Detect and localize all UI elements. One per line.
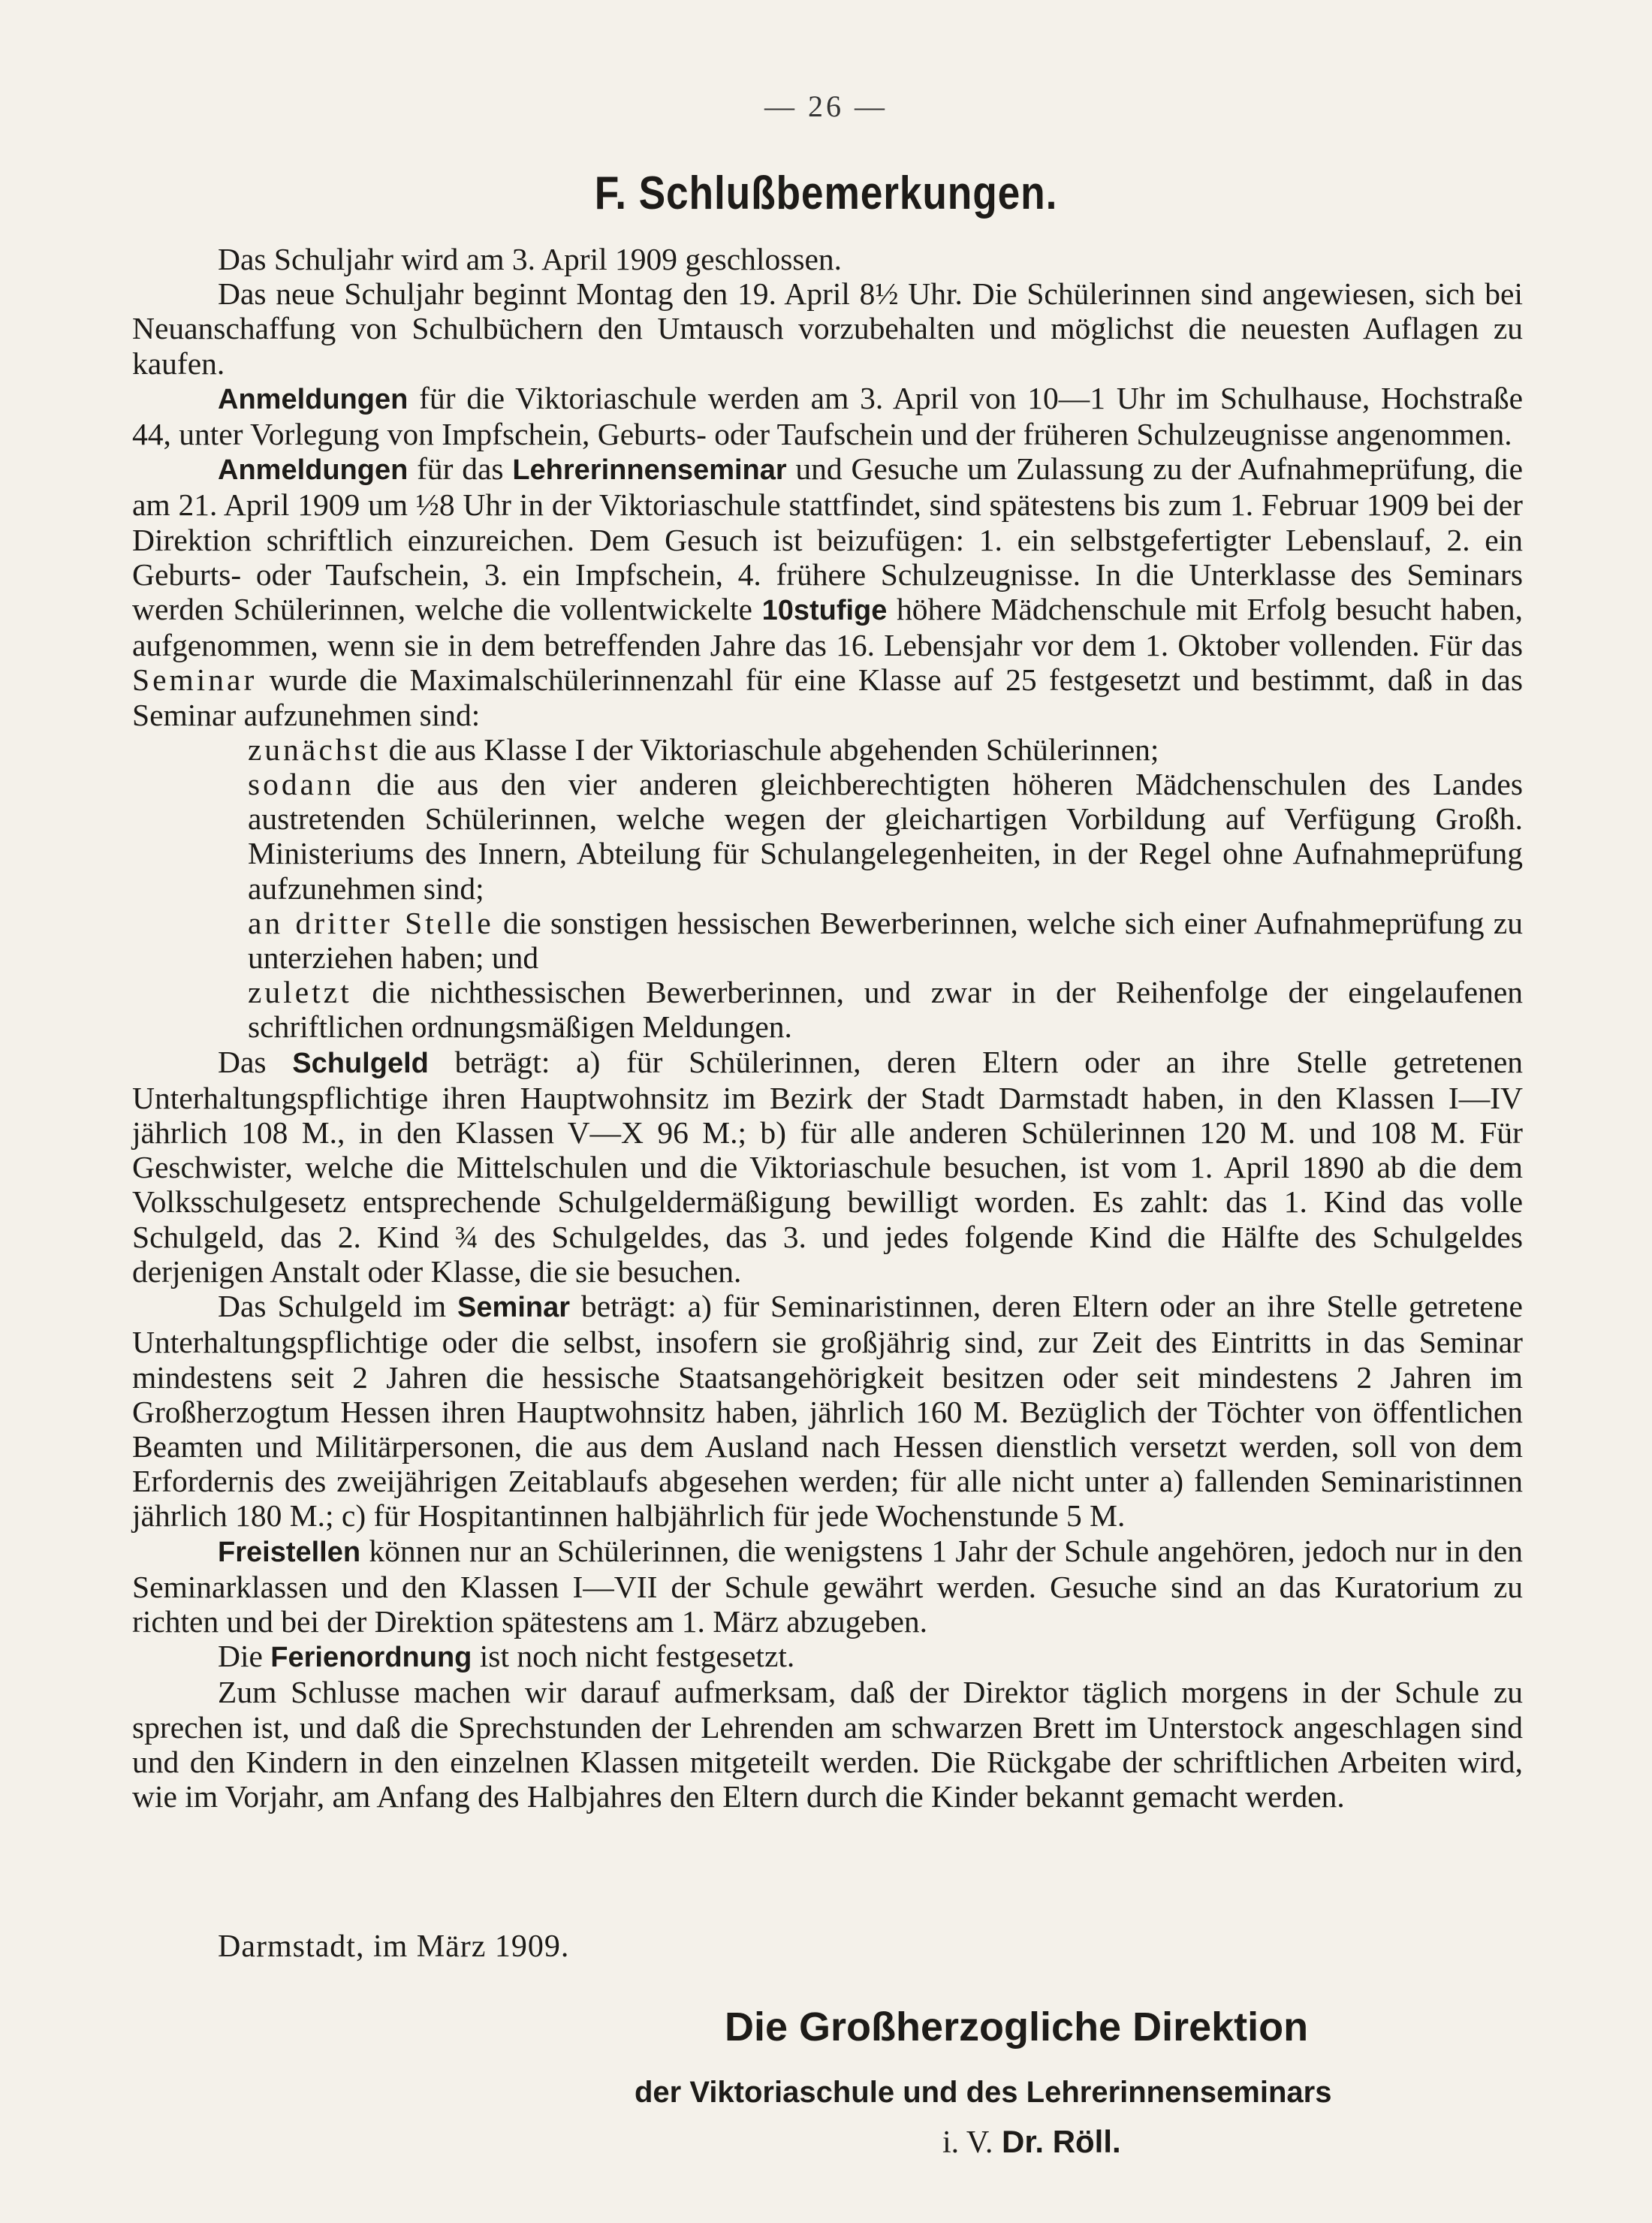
paragraph-text: beträgt: a) für Schülerinnen, deren Eltern oder an ihre Stelle getretenen Unterhaltungspflichtige ihren Hauptwohnsitz im Bezirk der Stadt Darmstadt haben, in den Klassen I—IV jährlich 108 M., in den Klassen V—X 96 M.; b) für alle anderen Schülerinnen 120 M. und 108 M. Für Geschwister, welche die Mittelschulen und die Viktoriaschule besuchen, ist vom 1. April 1890 ab die dem Volksschulgesetz entsprechende Schulgeldermäßigung bewilligt worden. Es zahlt: das 1. Kind das volle Schulgeld, das 2. Kind ¾ des Schulgeldes, das 3. und jedes folgende Kind die Hälfte des Schulgeldes derjenigen Anstalt oder Klasse, die sie besuchen.	[132, 1044, 1523, 1289]
list-text: die aus Klasse I der Viktoriaschule abgehenden Schülerinnen;	[381, 731, 1159, 767]
paragraph-text: für das	[408, 451, 513, 487]
list-lead: zuletzt	[248, 975, 352, 1010]
page-number: — 26 —	[764, 89, 888, 123]
list-lead: an dritter Stelle	[248, 905, 494, 940]
paragraph-text: wurde die Maximalschülerinnenzahl für eine Klasse auf 25 festgesetzt und bestimmt, daß in das Seminar aufzunehmen sind:	[132, 662, 1523, 732]
emphasis-registration: Anmeldungen	[218, 454, 408, 487]
paragraph-registration-seminar	[132, 451, 1523, 732]
signature-line-3	[942, 2124, 1121, 2161]
paragraph-text: beträgt: a) für Seminaristinnen, deren Eltern oder an ihre Stelle getretene Unterhaltungspflichtige oder die selbst, insofern sie großjährig sind, zur Zeit des Eintritts in das Seminar mindestens seit 2 Jahren die hessische Staatsangehörigkeit besitzen oder seit mindestens 2 Jahren im Großherzogtum Hessen ihren Hauptwohnsitz haben, jährlich 160 M. Bezüglich der Töchter von öffentlichen Beamten und Militärpersonen, die aus dem Ausland nach Hessen dienstlich versetzt werden, soll von dem Erfordernis des zweijährigen Zeitablaufs abgesehen werden; für alle nicht unter a) fallenden Seminaristinnen jährlich 180 M.; c) für Hospitantinnen halbjährlich für jede Wochenstunde 5 M.	[132, 1289, 1523, 1534]
emphasis-seminar: Seminar	[457, 1292, 571, 1324]
signature-line-2: der Viktoriaschule und des Lehrerinnenseminars	[635, 2076, 1332, 2109]
paragraph-text: ist noch nicht festgesetzt.	[472, 1639, 795, 1674]
paragraph-closing-note: Zum Schlusse machen wir darauf aufmerksam, daß der Direktor täglich morgens in der Schule zu sprechen ist, und daß die Sprechstunden der Lehrenden am schwarzen Brett im Unterstock angeschlagen sind und den Kindern in den einzelnen Klassen mitgeteilt werden. Die Rückgabe der schriftlichen Arbeiten wird, wie im Vorjahr, am Anfang des Halbjahres den Eltern durch die Kinder bekannt gemacht werden.	[132, 1675, 1523, 1814]
paragraph-holidays	[132, 1639, 1523, 1675]
list-text: die sonstigen hessischen Bewerberinnen, welche sich einer Aufnahmeprüfung zu unterziehen haben; und	[248, 905, 1523, 976]
paragraph-school-fees	[132, 1045, 1523, 1289]
list-text: die nichthessischen Bewerberinnen, und zwar in der Reihenfolge der eingelaufenen schriftlichen ordnungsmäßigen Meldungen.	[248, 975, 1523, 1045]
emphasis-registration: Anmeldungen	[218, 383, 408, 415]
section-heading: F. Schlußbemerkungen.	[594, 167, 1058, 219]
paragraph-registration-school	[132, 381, 1523, 451]
list-text: die aus den vier anderen gleichberechtigten höheren Mädchenschulen des Landes austretenden Schülerinnen, welche wegen der gleichartigen Vorbildung auf Verfügung Großh. Ministeriums des Innern, Abteilung für Schulangelegenheiten, in der Regel ohne Aufnahmeprüfung aufzunehmen sind;	[248, 767, 1523, 906]
list-lead: zunächst	[248, 731, 381, 767]
signature-line-1: Die Großherzogliche Direktion	[725, 2004, 1309, 2050]
emphasis-freistellen: Freistellen	[218, 1536, 361, 1568]
paragraph-text: Die	[218, 1639, 271, 1674]
list-lead: sodann	[248, 767, 354, 802]
emphasis-ferienordnung: Ferienordnung	[270, 1642, 472, 1674]
spaced-seminar: Seminar	[132, 662, 258, 698]
signature-iv: i. V.	[942, 2125, 993, 2160]
paragraph-text: höhere Mädchenschule mit Erfolg besucht haben, aufgenommen, wenn sie in dem betreffenden Jahre das 16. Lebensjahr vor dem 1. Oktober vollenden. Für das	[132, 592, 1524, 663]
place-date: Darmstadt, im März 1909.	[218, 1929, 570, 1964]
paragraph-new-school-year: Das neue Schuljahr beginnt Montag den 19. April 8½ Uhr. Die Schülerinnen sind angewiesen, sich bei Neuanschaffung von Schulbüchern den Umtausch vorzubehalten und möglichst die neuesten Auflagen zu kaufen.	[132, 276, 1523, 381]
paragraph-text: für die Viktoriaschule werden am 3. April von 10—1 Uhr im Schulhause, Hochstraße 44, unter Vorlegung von Impfschein, Geburts- oder Taufschein und der früheren Schulzeugnisse angenommen.	[132, 380, 1523, 452]
paragraph-seminar-fees	[132, 1289, 1523, 1533]
emphasis-10stufige: 10stufige	[761, 595, 888, 627]
paragraph-text: und Gesuche um Zulassung zu der Aufnahmeprüfung, die am 21. April 1909 um ½8 Uhr in der Viktoriaschule stattfindet, sind spätestens bis zum 1. Februar 1909 bei der Direktion schriftlich einzureichen. Dem Gesuch ist beizufügen: 1. ein selbstgefertigter Lebenslauf, 2. ein Geburts- oder Taufschein, 3. ein Impfschein, 4. frühere Schulzeugnisse. In die Unterklasse des Seminars werden Schülerinnen, welche die vollentwickelte	[132, 451, 1523, 627]
admission-list-item	[132, 906, 1523, 975]
admission-list-item	[132, 767, 1523, 906]
emphasis-schulgeld: Schulgeld	[292, 1047, 429, 1079]
admission-list-item	[132, 975, 1523, 1044]
emphasis-seminar: Lehrerinnenseminar	[512, 454, 787, 487]
paragraph-text: Das	[218, 1044, 293, 1079]
paragraph-text: können nur an Schülerinnen, die wenigstens 1 Jahr der Schule angehören, jedoch nur in den Seminarklassen und den Klassen I—VII der Schule gewährt werden. Gesuche sind an das Kuratorium zu richten und bei der Direktion spätestens am 1. März abzugeben.	[132, 1533, 1523, 1639]
signature-name: Dr. Röll.	[1002, 2124, 1121, 2159]
paragraph-free-places	[132, 1534, 1523, 1639]
admission-list-item	[132, 732, 1523, 767]
paragraph-school-year-end: Das Schuljahr wird am 3. April 1909 geschlossen.	[218, 242, 843, 276]
body-text	[132, 242, 1523, 1814]
paragraph-text: Das Schulgeld im	[218, 1289, 458, 1324]
